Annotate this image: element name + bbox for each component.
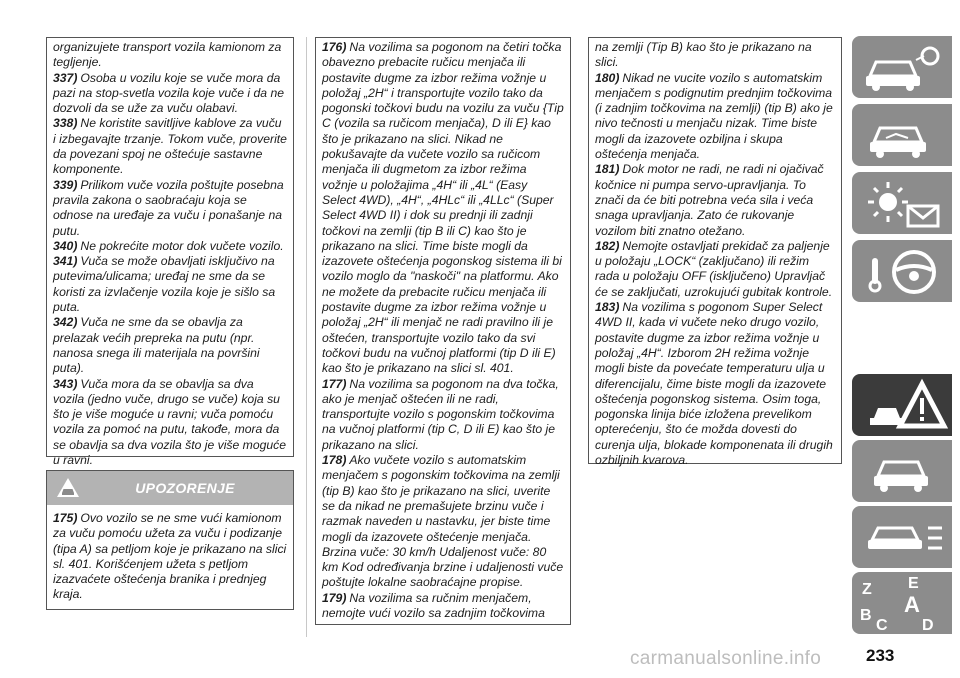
note-text: Na vozilima sa pogonom na četiri točka obavezno prebacite ručicu menjača ili postavite dugme za izbor režima vožnje u položaj „2H“ i transportujte vozilo tako da pogonski točkovi budu na vozilu za vuču {Tip C (vozila sa ručicom menjača), D ili E} kao što je prikazano na slici. Nikad ne pokušavajte da vučete vozilo sa ručicom menjača ili dugmetom za izbor režima vožnje u položajima „4H“ ili „4L“ (Easy Select 4WD), „4H“, „4HLc“ ili „4LLc“ (Super Select 4WD II) i dok su prednji ili zadnji točkovi na zemlji (tip B ili C) kao što je prikazano na slici. Time biste mogli da izazovete oštećenja pogonskog sistema ili bi vozilo moglo da "naskoči" na platformu. Ako ne možete da prebacite ručicu menjača ili postavite dugme za izbor režima vožnje u položaj „2H“ ili menjač ne radi pravilno ili je oštećen, transportujte vozilo tako da svi točkovi budu na vučnoj platformi (tip D ili E) kao što je prikazano na slici sl. 401.	[322, 40, 564, 376]
note-text: Na vozilima s pogonom Super Select 4WD II, kada vi vučete neko drugo vozilo, postavite dugme za izbor režima vožnje u položaj „4H“. Izborom 2H režima vožnje mogli biste da povećate temperaturu ulja u diferencijalu, čime biste mogli da izazovete oštećenja pogonskog sistema. Osim toga, pogonska linija biće izložena prevelikom opterećenju, što će možda dovesti do curenja ulja, blokade komponenata ili drugih ozbiljnih kvarova.	[595, 300, 833, 468]
note-text: Na vozilima sa pogonom na dva točka, ako je menjač oštećen ili ne radi, transportujte vozilo s pogonskim točkovima na vučnoj platformi (tip C, D ili E) kao što je prikazano na slici.	[322, 376, 559, 452]
note-number: 337)	[53, 70, 78, 85]
note-text: Ne pokrećite motor dok vučete vozilo.	[80, 238, 284, 253]
note-paragraph	[595, 162, 835, 238]
note-paragraph	[322, 377, 564, 453]
note-paragraph	[595, 71, 835, 163]
note-text: Vuča se može obavljati isključivo na putevima/ulicama; uređaj ne sme da se koristi za izvlačenje vozila koje je sišlo sa puta.	[53, 254, 276, 315]
car-specs-icon	[852, 506, 952, 568]
note-text: organizujete transport vozila kamionom za tegljenje.	[53, 40, 282, 70]
note-paragraph	[322, 591, 564, 622]
note-number: 182)	[595, 238, 620, 253]
index-letter-a: A	[904, 592, 920, 617]
note-paragraph	[53, 377, 287, 469]
note-text: Dok motor ne radi, ne radi ni ojačivač kočnice ni pumpa servo-upravljanja. To znači da će biti potrebna veća sila i veća snaga upravljanja. Zato će rukovanje vozilom biti znatno otežano.	[595, 162, 824, 238]
note-number: 338)	[53, 116, 78, 131]
index-letter-z: Z	[862, 581, 872, 598]
note-text: Vuča ne sme da se obavlja za prelazak većih prepreka na putu (npr. nanosa snega ili materijala na površini puta).	[53, 315, 260, 376]
note-text: Ovo vozilo se ne sme vući kamionom za vuču pomoću užeta za vuču i podizanje (tipa A) sa petljom koje je prikazano na slici sl. 401. Korišćenjem užeta s petljom izazvaćete oštećenja branika i prednjeg kraja.	[53, 511, 287, 602]
watermark: carmanualsonline.info	[630, 648, 822, 669]
warning-box	[46, 470, 294, 610]
car-service-icon	[852, 440, 952, 502]
road-warning-icon	[852, 374, 952, 436]
text-column-middle	[315, 37, 571, 625]
index-letter-b: B	[860, 607, 872, 624]
note-number: 179)	[322, 590, 347, 605]
note-text: Na vozilima sa ručnim menjačem, nemojte vući vozilo sa zadnjim točkovima	[322, 590, 545, 620]
tab-car-service[interactable]	[852, 440, 952, 502]
note-number: 177)	[322, 376, 347, 391]
index-letter-d: D	[922, 617, 934, 634]
note-number: 176)	[322, 40, 347, 54]
tab-car-info[interactable]	[852, 36, 952, 98]
tab-road-warning[interactable]	[852, 374, 952, 436]
page-number: 233	[866, 646, 895, 665]
note-number: 340)	[53, 238, 78, 253]
note-text: Nemojte ostavljati prekidač za paljenje u položaju „LOCK“ (zaključano) ili režim rada u položaju OFF (isključeno) Upravljač će se zaključati, uzrokujući gubitak kontrole.	[595, 238, 833, 299]
car-key-icon	[852, 104, 952, 166]
index-letter-c: C	[876, 617, 888, 634]
note-text: Prilikom vuče vozila poštujte posebna pravila zakona o saobraćaju koja se odnose na uređaje za vuču i ponašanje na putu.	[53, 177, 284, 238]
note-number: 339)	[53, 177, 78, 192]
note-paragraph	[53, 178, 287, 239]
note-number: 343)	[53, 376, 78, 391]
warning-light-icon	[852, 172, 952, 234]
alphabet-index-icon	[852, 572, 952, 634]
note-number: 178)	[322, 453, 347, 468]
note-text: Nikad ne vucite vozilo s automatskim menjačem s podignutim prednjim točkovima (i zadnjim točkovima na zemlji) (tip B) ako je nivo tečnosti u menjaču nizak. Time biste mogli da izazovete ozbiljna i skupa oštećenja menjača.	[595, 70, 833, 162]
note-text: Ako vučete vozilo s automatskim menjačem s pogonskim točkovima na zemlji (tip B) kao što je prikazano na slici, uverite se da nikad ne premašujete brzinu vuče i razmak naveden u nastavku, jer biste time mogli da izazovete oštećenje menjača. Brzina vuče: 30 km/h Udaljenost vuče: 80 km Kod određivanja brzine i udaljenosti vuče poštujte lokalne saobraćajne propise.	[322, 453, 564, 590]
note-paragraph	[322, 40, 564, 377]
note-text: na zemlji (Tip B) kao što je prikazano na slici.	[595, 40, 812, 70]
warning-title: UPOZORENJE	[135, 480, 235, 496]
note-text: Osoba u vozilu koje se vuče mora da pazi na stop-svetla vozila koje vuče i da ne dozvoli da se uže za vuču olabavi.	[53, 70, 285, 116]
tab-warning-light[interactable]	[852, 172, 952, 234]
car-info-icon	[852, 36, 952, 98]
warning-body	[47, 505, 293, 609]
note-paragraph	[53, 239, 287, 254]
tab-car-specs[interactable]	[852, 506, 952, 568]
note-number: 180)	[595, 70, 620, 85]
note-number: 342)	[53, 315, 78, 330]
note-number: 175)	[53, 511, 78, 525]
note-paragraph	[322, 453, 564, 591]
note-number: 181)	[595, 162, 620, 177]
note-paragraph	[53, 315, 287, 376]
note-number: 341)	[53, 254, 78, 269]
note-paragraph	[53, 116, 287, 177]
note-paragraph	[595, 239, 835, 300]
warning-header	[47, 471, 293, 505]
column-divider	[306, 37, 307, 637]
note-text: Vuča mora da se obavlja sa dva vozila (jedno vuče, drugo se vuče) koja su što je više moguće u ravni; vuča pomoću vozila za pomoć na putu, takođe, mora da se obavlja sa dva vozila što je više moguće u ravni.	[53, 376, 287, 468]
text-column-left	[46, 37, 294, 468]
tab-car-key[interactable]	[852, 104, 952, 166]
note-text: Ne koristite savitljive kablove za vuču i izbegavajte trzanje. Tokom vuče, proverite da povezani spoj ne oštećuje sastavne komponente.	[53, 116, 287, 177]
note-paragraph	[53, 254, 287, 315]
index-letter-e: E	[908, 575, 919, 592]
note-paragraph	[53, 71, 287, 117]
note-paragraph	[53, 511, 287, 603]
tab-alphabet-index[interactable]	[852, 572, 952, 634]
text-column-right	[588, 37, 842, 468]
note-number: 183)	[595, 300, 620, 315]
note-paragraph	[595, 40, 835, 71]
note-paragraph	[53, 40, 287, 71]
note-paragraph	[595, 300, 835, 468]
tab-steering-wheel[interactable]	[852, 240, 952, 302]
steering-wheel-icon	[852, 240, 952, 302]
